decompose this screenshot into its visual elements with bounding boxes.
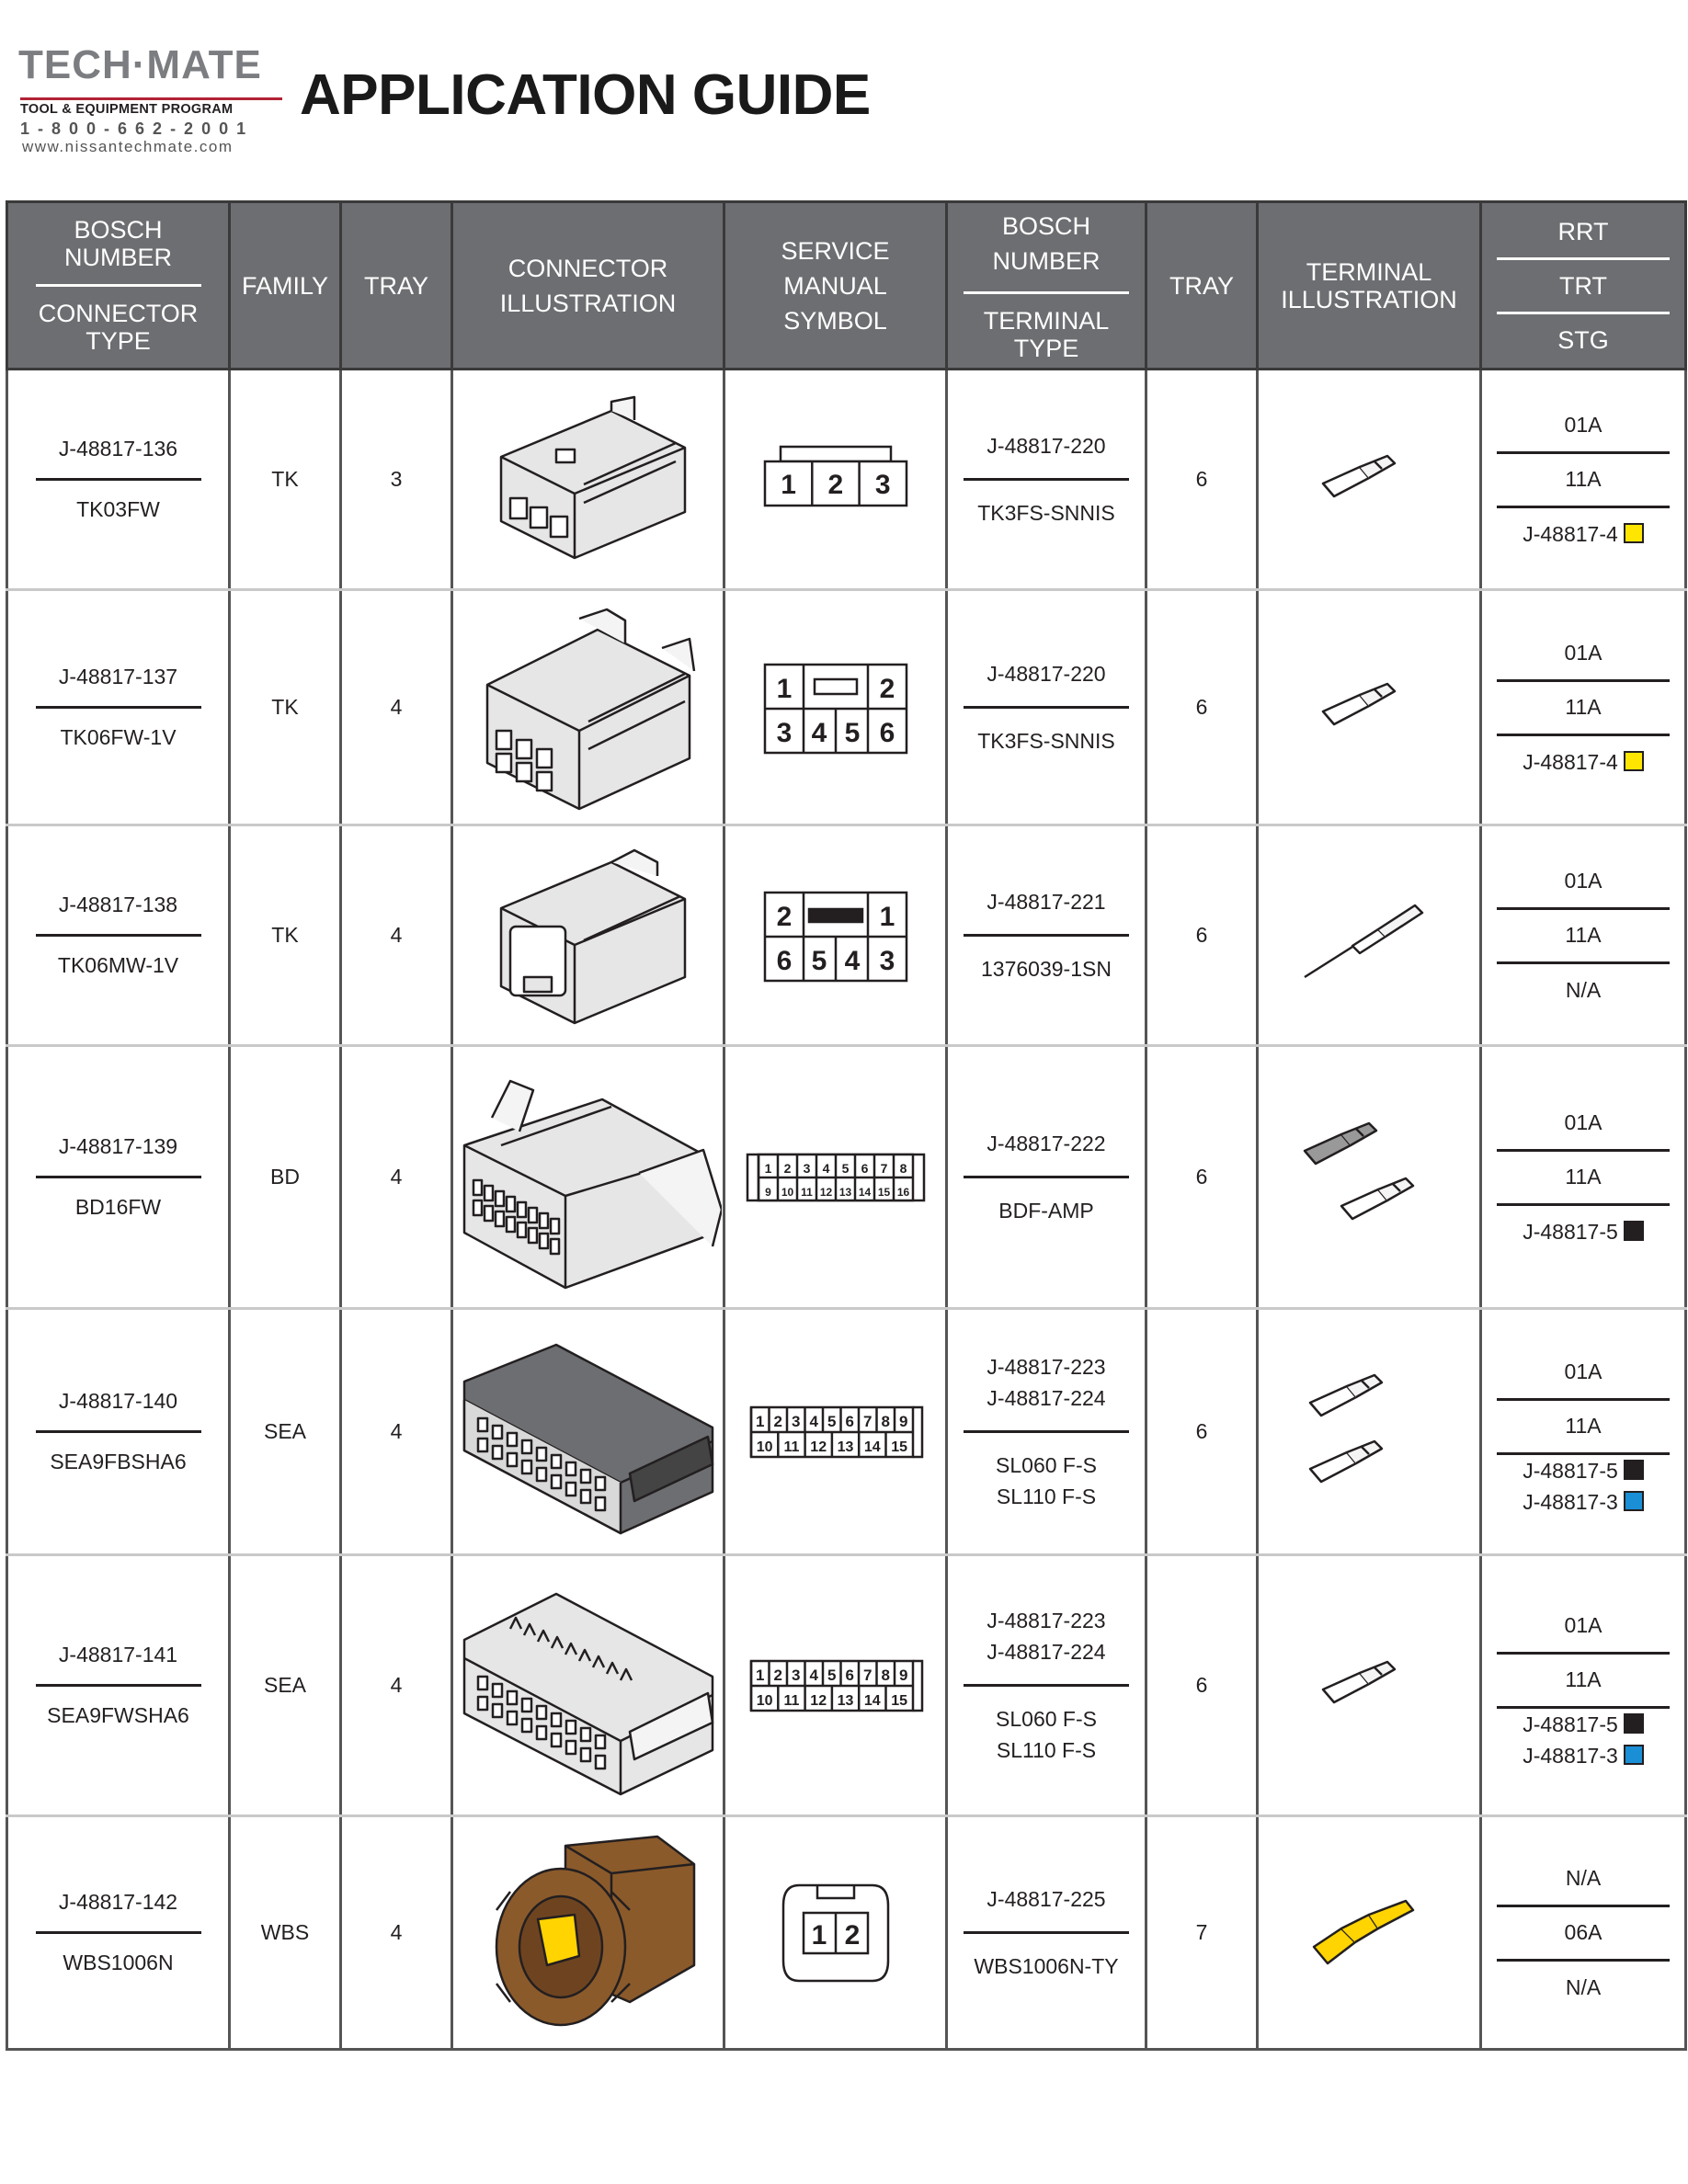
- rrt-value: 01A: [1564, 1110, 1602, 1134]
- connector-wbs1006n-illustration: [473, 1827, 703, 2039]
- col-connector-illustration: [452, 202, 724, 370]
- cell-bosch-terminal: [947, 1816, 1146, 2050]
- trt-value: 11A: [1565, 695, 1602, 719]
- stg-entry: [1523, 1216, 1644, 1247]
- stg-part-number: J-48817-3: [1523, 1489, 1618, 1514]
- cell-bosch-terminal: [947, 1046, 1146, 1309]
- stg-part-number: N/A: [1565, 1974, 1602, 1999]
- terminal-bosch-number: J-48817-222: [987, 1132, 1106, 1155]
- stg-entry: [1566, 974, 1601, 1006]
- cell-connector-illustration: [452, 1309, 724, 1555]
- svg-text:3: 3: [791, 1412, 800, 1430]
- rrt-value: 01A: [1564, 413, 1602, 437]
- cell-terminal-tray: 6: [1146, 1046, 1258, 1309]
- bosch-number: J-48817-136: [58, 437, 178, 461]
- stg-entry: [1523, 1740, 1644, 1771]
- svg-text:7: 7: [880, 1160, 887, 1176]
- logo-phone: 1-800-662-2001: [20, 119, 255, 138]
- stg-value: [1497, 1962, 1670, 2013]
- cell-service-manual-symbol: [724, 1046, 947, 1309]
- svg-text:8: 8: [881, 1666, 890, 1684]
- connector-sea9fbsha6-illustration: [455, 1326, 722, 1538]
- svg-text:15: 15: [890, 1439, 907, 1455]
- terminal-bosch-number: J-48817-223: [987, 1355, 1106, 1379]
- symbol-16pin: [744, 1145, 928, 1210]
- cell-rrt-trt-stg: [1481, 1816, 1686, 2050]
- stg-color-swatch: [1624, 1460, 1644, 1480]
- symbol-15pin: [744, 1654, 928, 1718]
- svg-text:1: 1: [755, 1666, 764, 1684]
- svg-text:3: 3: [874, 469, 891, 500]
- col-tray: TRAY: [341, 202, 452, 370]
- table-row: [7, 1309, 1686, 1555]
- cell-terminal-tray: 6: [1146, 370, 1258, 590]
- cell-terminal-illustration: [1258, 1309, 1481, 1555]
- cell-rrt-trt-stg: [1481, 590, 1686, 825]
- cell-connector-illustration: [452, 825, 724, 1046]
- svg-text:2: 2: [879, 673, 895, 704]
- terminal-bosch-number: J-48817-224: [987, 1640, 1106, 1664]
- cell-terminal-tray: 6: [1146, 1555, 1258, 1816]
- cell-bosch-terminal: [947, 590, 1146, 825]
- cell-family: WBS: [230, 1816, 341, 2050]
- stg-entry: [1523, 518, 1644, 550]
- trt-value: 11A: [1565, 1165, 1602, 1189]
- cell-terminal-tray: 7: [1146, 1816, 1258, 2050]
- trt-value: 11A: [1565, 923, 1602, 947]
- stg-part-number: J-48817-3: [1523, 1743, 1618, 1768]
- terminal-bosch-number: J-48817-220: [987, 662, 1106, 686]
- cell-bosch-connector: [7, 1309, 230, 1555]
- svg-text:11: 11: [782, 1692, 799, 1709]
- cell-rrt-trt-stg: [1481, 370, 1686, 590]
- cell-service-manual-symbol: [724, 590, 947, 825]
- cell-tray: 4: [341, 1816, 452, 2050]
- table-row: [7, 590, 1686, 825]
- svg-text:14: 14: [863, 1692, 881, 1709]
- terminal-sl060-sl110-illustration: [1305, 1649, 1433, 1723]
- cell-tray: 4: [341, 590, 452, 825]
- col-trt-label: TRT: [1559, 271, 1607, 300]
- stg-part-number: J-48817-4: [1523, 521, 1618, 546]
- svg-text:5: 5: [827, 1666, 836, 1684]
- svg-text:2: 2: [783, 1160, 791, 1176]
- stg-part-number: J-48817-5: [1523, 1219, 1618, 1244]
- cell-bosch-terminal: [947, 825, 1146, 1046]
- stg-color-swatch: [1624, 523, 1644, 543]
- connector-type: WBS1006N: [63, 1951, 174, 1974]
- terminal-1376039-1sn-illustration: [1295, 885, 1443, 986]
- trt-value: 11A: [1565, 1414, 1602, 1438]
- terminal-bosch-number: J-48817-220: [987, 434, 1106, 458]
- terminal-wbs1006n-ty-illustration: [1305, 1892, 1433, 1974]
- techmate-logo: [18, 44, 285, 159]
- table-row: [7, 825, 1686, 1046]
- stg-value: [1497, 1455, 1670, 1518]
- stg-color-swatch: [1624, 1491, 1644, 1511]
- svg-text:15: 15: [890, 1692, 907, 1709]
- connector-type: TK03FW: [76, 497, 160, 521]
- svg-text:6: 6: [845, 1666, 854, 1684]
- svg-text:1: 1: [811, 1919, 827, 1951]
- cell-rrt-trt-stg: [1481, 1555, 1686, 1816]
- svg-text:6: 6: [845, 1412, 854, 1430]
- connector-sea9fwsha6-illustration: [455, 1575, 722, 1796]
- col-family: FAMILY: [230, 202, 341, 370]
- cell-connector-illustration: [452, 1816, 724, 2050]
- terminal-sl060-sl110-illustration: [1295, 1368, 1443, 1496]
- connector-tk06mw-illustration: [473, 839, 703, 1032]
- cell-bosch-terminal: [947, 1309, 1146, 1555]
- svg-text:2: 2: [773, 1666, 782, 1684]
- svg-text:9: 9: [898, 1666, 907, 1684]
- rrt-value: N/A: [1565, 1866, 1602, 1890]
- stg-color-swatch: [1624, 751, 1644, 771]
- svg-text:6: 6: [776, 945, 792, 976]
- trt-value: 06A: [1564, 1920, 1602, 1944]
- svg-text:3: 3: [879, 945, 895, 976]
- stg-part-number: N/A: [1565, 977, 1602, 1002]
- svg-text:2: 2: [844, 1919, 860, 1951]
- cell-family: SEA: [230, 1555, 341, 1816]
- stg-entry: [1566, 1972, 1601, 2003]
- col-stg-label: STG: [1557, 325, 1609, 354]
- terminal-type: SL110 F-S: [996, 1484, 1097, 1508]
- cell-tray: 4: [341, 1046, 452, 1309]
- stg-color-swatch: [1624, 1745, 1644, 1765]
- stg-part-number: J-48817-4: [1523, 749, 1618, 774]
- cell-tray: 4: [341, 1555, 452, 1816]
- cell-family: TK: [230, 825, 341, 1046]
- svg-text:3: 3: [776, 717, 792, 748]
- stg-value: [1497, 508, 1670, 560]
- cell-connector-illustration: [452, 1555, 724, 1816]
- terminal-type: BDF-AMP: [998, 1199, 1094, 1223]
- svg-text:9: 9: [898, 1412, 907, 1430]
- svg-text:3: 3: [803, 1160, 810, 1176]
- svg-text:8: 8: [899, 1160, 907, 1176]
- stg-color-swatch: [1624, 1221, 1644, 1241]
- cell-bosch-connector: [7, 825, 230, 1046]
- cell-family: SEA: [230, 1309, 341, 1555]
- bosch-number: J-48817-140: [58, 1389, 178, 1413]
- rrt-value: 01A: [1564, 869, 1602, 893]
- stg-part-number: J-48817-5: [1523, 1712, 1618, 1736]
- svg-text:2: 2: [827, 469, 843, 500]
- stg-entry: [1523, 1709, 1644, 1740]
- terminal-type: TK3FS-SNNIS: [977, 501, 1115, 525]
- terminal-type: TK3FS-SNNIS: [977, 729, 1115, 753]
- table-row: [7, 1816, 1686, 2050]
- svg-text:5: 5: [827, 1412, 836, 1430]
- svg-text:9: 9: [764, 1185, 771, 1199]
- svg-text:2: 2: [773, 1412, 782, 1430]
- col-connector-illustration-label: CONNECTOR ILLUSTRATION: [499, 254, 677, 317]
- col-terminal-type-label: TERMINAL TYPE: [983, 307, 1110, 362]
- cell-rrt-trt-stg: [1481, 1046, 1686, 1309]
- cell-rrt-trt-stg: [1481, 825, 1686, 1046]
- bosch-number: J-48817-139: [58, 1134, 178, 1158]
- logo-website: www.nissantechmate.com: [22, 138, 234, 155]
- connector-tk03fw-illustration: [473, 392, 703, 567]
- stg-part-number: J-48817-5: [1523, 1458, 1618, 1483]
- bosch-number: J-48817-141: [58, 1643, 178, 1666]
- col-terminal-illustration-label: TERMINAL ILLUSTRATION: [1281, 257, 1457, 313]
- col-bosch-number-label: BOSCH NUMBER: [63, 216, 172, 271]
- cell-terminal-illustration: [1258, 1816, 1481, 2050]
- svg-text:16: 16: [896, 1185, 909, 1199]
- table-row: [7, 1555, 1686, 1816]
- svg-text:15: 15: [877, 1185, 890, 1199]
- rrt-value: 01A: [1564, 641, 1602, 665]
- col-rrt-trt-stg: [1481, 202, 1686, 370]
- cell-family: BD: [230, 1046, 341, 1309]
- svg-text:10: 10: [756, 1692, 772, 1709]
- symbol-15pin: [744, 1400, 928, 1464]
- svg-text:1: 1: [879, 901, 895, 932]
- terminal-type: WBS1006N-TY: [974, 1954, 1119, 1978]
- stg-value: [1497, 1206, 1670, 1257]
- svg-text:10: 10: [756, 1439, 772, 1455]
- svg-text:4: 4: [809, 1412, 818, 1430]
- svg-text:12: 12: [809, 1439, 827, 1455]
- symbol-6pin: [758, 657, 914, 758]
- page-title: APPLICATION GUIDE: [300, 63, 871, 127]
- cell-connector-illustration: [452, 1046, 724, 1309]
- svg-text:1: 1: [776, 673, 792, 704]
- cell-bosch-connector: [7, 1816, 230, 2050]
- bosch-number: J-48817-137: [58, 665, 178, 688]
- rrt-value: 01A: [1564, 1613, 1602, 1637]
- terminal-type: SL110 F-S: [996, 1738, 1097, 1762]
- connector-type: TK06MW-1V: [57, 953, 179, 977]
- connector-bd16fw-illustration: [455, 1063, 722, 1292]
- terminal-type: 1376039-1SN: [981, 957, 1112, 981]
- cell-terminal-illustration: [1258, 825, 1481, 1046]
- svg-text:5: 5: [841, 1160, 849, 1176]
- svg-text:6: 6: [861, 1160, 868, 1176]
- stg-color-swatch: [1624, 1713, 1644, 1734]
- svg-text:12: 12: [809, 1692, 827, 1709]
- svg-text:13: 13: [837, 1692, 853, 1709]
- cell-terminal-tray: 6: [1146, 590, 1258, 825]
- cell-tray: 4: [341, 1309, 452, 1555]
- svg-text:6: 6: [879, 717, 895, 748]
- terminal-bosch-number: J-48817-225: [987, 1887, 1106, 1911]
- terminal-bosch-number: J-48817-224: [987, 1386, 1106, 1410]
- col-service-manual-symbol: [724, 202, 947, 370]
- connector-type: BD16FW: [74, 1195, 162, 1219]
- terminal-bosch-number: J-48817-221: [987, 890, 1106, 914]
- svg-text:1: 1: [780, 469, 796, 500]
- svg-text:2: 2: [776, 901, 792, 932]
- svg-text:13: 13: [837, 1439, 853, 1455]
- svg-text:10: 10: [781, 1185, 793, 1199]
- symbol-6pin: [758, 885, 914, 986]
- col-terminal-tray: TRAY: [1146, 202, 1258, 370]
- cell-service-manual-symbol: [724, 1555, 947, 1816]
- logo-program-text: TOOL & EQUIPMENT PROGRAM: [20, 97, 282, 117]
- trt-value: 11A: [1565, 467, 1602, 491]
- cell-connector-illustration: [452, 590, 724, 825]
- cell-service-manual-symbol: [724, 370, 947, 590]
- svg-text:5: 5: [811, 945, 827, 976]
- cell-service-manual-symbol: [724, 1816, 947, 2050]
- col-terminal-bosch-number-label: BOSCH NUMBER: [992, 212, 1101, 275]
- svg-text:7: 7: [862, 1412, 872, 1430]
- symbol-3pin: [758, 443, 914, 517]
- svg-text:12: 12: [819, 1185, 832, 1199]
- logo-wordmark: TECH·MATE: [18, 42, 262, 87]
- svg-text:3: 3: [791, 1666, 800, 1684]
- cell-terminal-tray: 6: [1146, 825, 1258, 1046]
- cell-service-manual-symbol: [724, 825, 947, 1046]
- connector-type: SEA9FBSHA6: [50, 1450, 187, 1473]
- cell-service-manual-symbol: [724, 1309, 947, 1555]
- terminal-type: SL060 F-S: [996, 1707, 1097, 1731]
- col-service-manual-symbol-label: SERVICE MANUAL SYMBOL: [781, 236, 890, 335]
- connector-type: SEA9FWSHA6: [47, 1703, 189, 1727]
- bosch-number: J-48817-142: [58, 1890, 178, 1914]
- stg-entry: [1523, 1455, 1644, 1486]
- cell-tray: 3: [341, 370, 452, 590]
- cell-bosch-connector: [7, 590, 230, 825]
- stg-value: [1497, 964, 1670, 1016]
- terminal-bosch-number: J-48817-223: [987, 1609, 1106, 1632]
- terminal-type: SL060 F-S: [996, 1453, 1097, 1477]
- cell-bosch-terminal: [947, 370, 1146, 590]
- cell-terminal-illustration: [1258, 1555, 1481, 1816]
- svg-text:8: 8: [881, 1412, 890, 1430]
- cell-terminal-tray: 6: [1146, 1309, 1258, 1555]
- col-bosch-terminal: [947, 202, 1146, 370]
- stg-value: [1497, 1709, 1670, 1771]
- cell-bosch-connector: [7, 1555, 230, 1816]
- cell-terminal-illustration: [1258, 1046, 1481, 1309]
- cell-bosch-terminal: [947, 1555, 1146, 1816]
- svg-text:7: 7: [862, 1666, 872, 1684]
- terminal-tk3fs-snnis-illustration: [1305, 671, 1433, 745]
- connector-type: TK06FW-1V: [60, 725, 177, 749]
- terminal-bdf-amp-illustration: [1295, 1118, 1443, 1237]
- cell-connector-illustration: [452, 370, 724, 590]
- application-guide-table: [6, 200, 1687, 2051]
- stg-entry: [1523, 1486, 1644, 1518]
- svg-text:4: 4: [811, 717, 827, 748]
- cell-bosch-connector: [7, 1046, 230, 1309]
- trt-value: 11A: [1565, 1667, 1602, 1691]
- svg-text:13: 13: [838, 1185, 851, 1199]
- stg-value: [1497, 736, 1670, 788]
- rrt-value: 01A: [1564, 1359, 1602, 1383]
- cell-family: TK: [230, 370, 341, 590]
- symbol-2pin: [776, 1878, 895, 1988]
- table-row: [7, 1046, 1686, 1309]
- cell-tray: 4: [341, 825, 452, 1046]
- col-connector-type-label: CONNECTOR TYPE: [38, 300, 199, 355]
- svg-text:11: 11: [800, 1185, 813, 1199]
- svg-text:11: 11: [782, 1439, 799, 1455]
- col-rrt-label: RRT: [1557, 217, 1609, 245]
- header-row: [7, 202, 1686, 370]
- svg-text:4: 4: [844, 945, 860, 976]
- svg-text:14: 14: [863, 1439, 881, 1455]
- svg-text:4: 4: [809, 1666, 818, 1684]
- svg-text:1: 1: [755, 1412, 764, 1430]
- cell-terminal-illustration: [1258, 590, 1481, 825]
- cell-bosch-connector: [7, 370, 230, 590]
- stg-entry: [1523, 746, 1644, 778]
- svg-text:14: 14: [858, 1185, 871, 1199]
- cell-rrt-trt-stg: [1481, 1309, 1686, 1555]
- col-bosch-connector: [7, 202, 230, 370]
- cell-terminal-illustration: [1258, 370, 1481, 590]
- table-row: [7, 370, 1686, 590]
- bosch-number: J-48817-138: [58, 893, 178, 916]
- cell-family: TK: [230, 590, 341, 825]
- connector-tk06fw-illustration: [469, 602, 708, 813]
- col-terminal-illustration: [1258, 202, 1481, 370]
- svg-text:5: 5: [844, 717, 860, 748]
- svg-text:4: 4: [822, 1160, 829, 1176]
- terminal-tk3fs-snnis-illustration: [1305, 443, 1433, 517]
- page-header: [18, 44, 1306, 164]
- svg-text:1: 1: [764, 1160, 771, 1176]
